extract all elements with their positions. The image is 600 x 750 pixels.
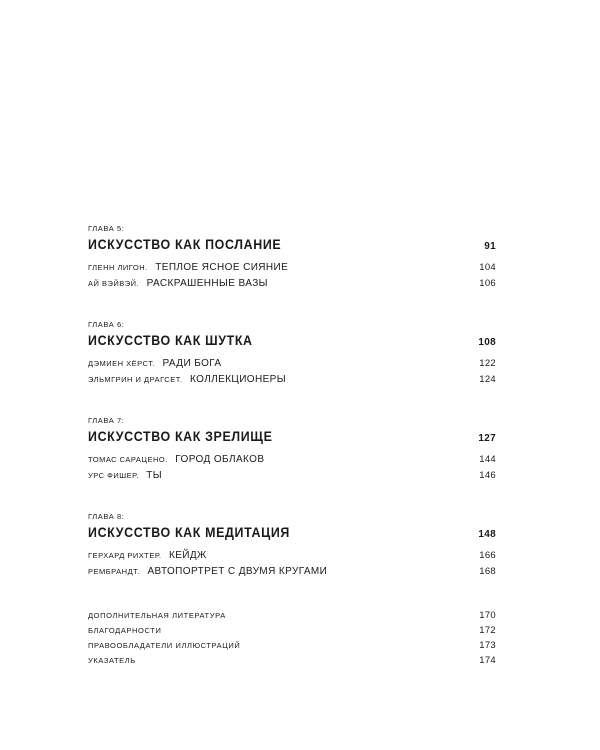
back-matter-page-number: 170 (479, 610, 496, 621)
work-page-number: 104 (479, 262, 496, 273)
chapter-heading-row (88, 330, 496, 352)
chapter-works (88, 258, 496, 290)
back-matter-label: ДОПОЛНИТЕЛЬНАЯ ЛИТЕРАТУРА (88, 611, 226, 620)
chapter-8 (88, 512, 496, 578)
back-matter (88, 608, 496, 668)
work-page-number: 168 (479, 566, 496, 577)
work-entry (88, 450, 496, 466)
chapter-6 (88, 320, 496, 386)
chapter-works (88, 354, 496, 386)
table-of-contents (88, 224, 496, 668)
work-entry (88, 354, 496, 370)
chapter-label: ГЛАВА 6: (88, 320, 125, 329)
work-page-number: 122 (479, 358, 496, 369)
work-page-number: 146 (479, 470, 496, 481)
chapter-heading-row (88, 522, 496, 544)
work-artist: ДЭМИЕН ХЁРСТ. (88, 359, 156, 368)
chapter-page-number: 91 (484, 241, 496, 252)
work-entry (88, 370, 496, 386)
work-artist: РЕМБРАНДТ. (88, 567, 141, 576)
chapter-7 (88, 416, 496, 482)
work-artist: АЙ ВЭЙВЭЙ. (88, 279, 140, 288)
work-page-number: 166 (479, 550, 496, 561)
back-matter-page-number: 173 (479, 640, 496, 651)
work-artist: ГЛЕНН ЛИГОН. (88, 263, 148, 272)
chapter-title: ИСКУССТВО КАК ШУТКА (88, 333, 253, 348)
back-matter-label: БЛАГОДАРНОСТИ (88, 626, 162, 635)
back-matter-entry (88, 608, 496, 623)
chapter-title: ИСКУССТВО КАК ПОСЛАНИЕ (88, 237, 282, 252)
work-entry (88, 274, 496, 290)
chapter-heading-row (88, 426, 496, 448)
chapter-works (88, 546, 496, 578)
work-title: АВТОПОРТРЕТ С ДВУМЯ КРУГАМИ (147, 566, 328, 577)
work-title: ТЕПЛОЕ ЯСНОЕ СИЯНИЕ (155, 262, 289, 273)
chapter-page-number: 108 (478, 337, 496, 348)
chapter-works (88, 450, 496, 482)
work-entry (88, 562, 496, 578)
work-title: ТЫ (146, 470, 163, 481)
work-artist: ТОМАС САРАЦЕНО. (88, 455, 168, 464)
back-matter-label: УКАЗАТЕЛЬ (88, 656, 136, 665)
work-artist: ЭЛЬМГРИН И ДРАГСЕТ. (88, 375, 183, 384)
back-matter-label: ПРАВООБЛАДАТЕЛИ ИЛЛЮСТРАЦИЙ (88, 641, 241, 650)
work-entry (88, 258, 496, 274)
work-artist: ГЕРХАРД РИХТЕР. (88, 551, 162, 560)
back-matter-entry (88, 638, 496, 653)
work-page-number: 106 (479, 278, 496, 289)
chapter-page-number: 148 (478, 529, 496, 540)
work-page-number: 144 (479, 454, 496, 465)
work-artist: УРС ФИШЕР. (88, 471, 139, 480)
chapter-5 (88, 224, 496, 290)
back-matter-entry (88, 623, 496, 638)
chapter-label: ГЛАВА 7: (88, 416, 125, 425)
back-matter-page-number: 174 (479, 655, 496, 666)
work-title: РАДИ БОГА (162, 358, 222, 369)
back-matter-page-number: 172 (479, 625, 496, 636)
chapter-title: ИСКУССТВО КАК ЗРЕЛИЩЕ (88, 429, 273, 444)
chapter-page-number: 127 (478, 433, 496, 444)
chapter-label: ГЛАВА 8: (88, 512, 125, 521)
chapter-label: ГЛАВА 5: (88, 224, 125, 233)
work-title: ГОРОД ОБЛАКОВ (175, 454, 265, 465)
work-entry (88, 546, 496, 562)
chapter-title: ИСКУССТВО КАК МЕДИТАЦИЯ (88, 525, 290, 540)
work-title: РАСКРАШЕННЫЕ ВАЗЫ (146, 278, 268, 289)
work-title: КЕЙДЖ (169, 550, 207, 561)
work-entry (88, 466, 496, 482)
work-page-number: 124 (479, 374, 496, 385)
work-title: КОЛЛЕКЦИОНЕРЫ (190, 374, 286, 385)
back-matter-entry (88, 653, 496, 668)
chapter-heading-row (88, 234, 496, 256)
